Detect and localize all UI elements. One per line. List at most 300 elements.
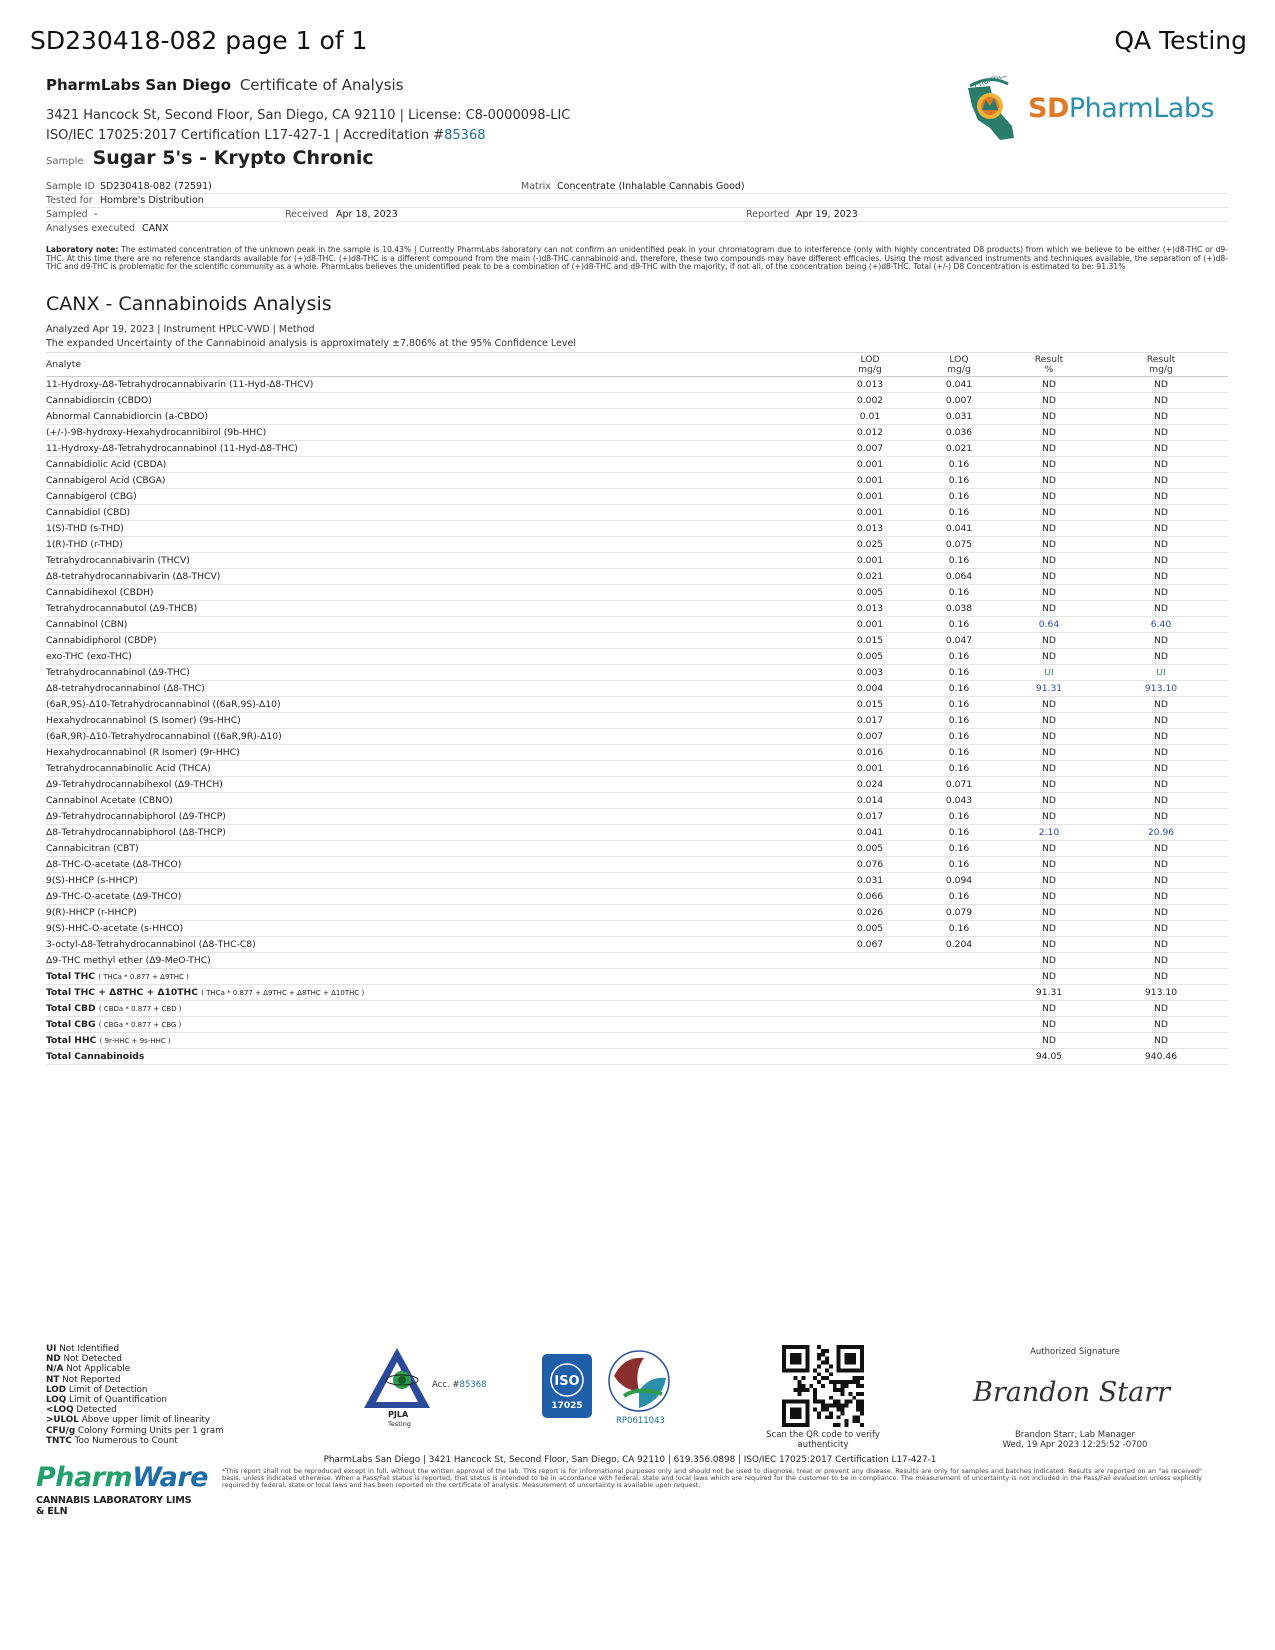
analyte-cell: 9(S)-HHC-O-acetate (s-HHCO) xyxy=(46,921,826,937)
table-row xyxy=(46,953,1228,969)
result-mg-cell: ND xyxy=(1094,889,1228,905)
document-type: Certificate of Analysis xyxy=(239,76,404,94)
tested-for: Hombre's Distribution xyxy=(100,195,204,206)
loq-cell: 0.16 xyxy=(914,745,1004,761)
lod-cell xyxy=(826,953,914,969)
loq-cell: 0.16 xyxy=(914,841,1004,857)
legend-abbr: LOQ xyxy=(46,1395,67,1406)
loq-cell xyxy=(914,969,1004,985)
meta-row-tested-for: Tested for Hombre's Distribution xyxy=(46,194,1228,208)
accreditation-link[interactable]: 85368 xyxy=(444,128,486,143)
result-pct-cell: ND xyxy=(1004,969,1094,985)
signature-title: Authorized Signature xyxy=(1030,1347,1120,1357)
result-pct-cell: ND xyxy=(1004,521,1094,537)
analyte-cell: Cannabicitran (CBT) xyxy=(46,841,826,857)
cannabinoids-table xyxy=(46,352,1228,1065)
legend-item xyxy=(46,1395,224,1405)
meta-row-analyses: Analyses executed CANX xyxy=(46,223,169,234)
analyte-cell: Δ8-tetrahydrocannabivarin (Δ8-THCV) xyxy=(46,569,826,585)
legend-abbr: N/A xyxy=(46,1364,64,1375)
result-pct-cell: ND xyxy=(1004,777,1094,793)
result-pct-cell: ND xyxy=(1004,569,1094,585)
loq-cell: 0.075 xyxy=(914,537,1004,553)
analyte-cell: Δ8-tetrahydrocannabinol (Δ8-THC) xyxy=(46,681,826,697)
total-label-cell xyxy=(46,1001,826,1017)
legend-item xyxy=(46,1344,224,1354)
table-row xyxy=(46,585,1228,601)
analyte-cell: 1(R)-THD (r-THD) xyxy=(46,537,826,553)
pharmware-logo: PharmWare CANNABIS LABORATORY LIMS & ELN xyxy=(36,1462,208,1517)
legend-abbr: UI xyxy=(46,1344,57,1354)
result-pct-cell: ND xyxy=(1004,937,1094,953)
analyses-executed: CANX xyxy=(142,223,169,234)
legend-text: Limit of Detection xyxy=(68,1384,148,1395)
legend-abbr: ND xyxy=(46,1354,61,1365)
table-row xyxy=(46,697,1228,713)
header-lod: LOD mg/g xyxy=(826,353,914,377)
result-pct-cell: ND xyxy=(1004,553,1094,569)
analyte-cell: exo-THC (exo-THC) xyxy=(46,649,826,665)
result-pct-cell: ND xyxy=(1004,473,1094,489)
result-mg-cell: 913.10 xyxy=(1094,681,1228,697)
table-row xyxy=(46,521,1228,537)
lab-certification: ISO/IEC 17025:2017 Certification L17-427-1 | Accreditation #85368 xyxy=(46,128,486,143)
lod-cell: 0.013 xyxy=(826,601,914,617)
table-row xyxy=(46,857,1228,873)
result-mg-cell: ND xyxy=(1094,761,1228,777)
lod-cell: 0.041 xyxy=(826,825,914,841)
result-mg-cell: ND xyxy=(1094,505,1228,521)
loq-cell: 0.16 xyxy=(914,761,1004,777)
result-mg-cell: 20.96 xyxy=(1094,825,1228,841)
table-row xyxy=(46,649,1228,665)
analyte-cell: Cannabidihexol (CBDH) xyxy=(46,585,826,601)
legend-text: Not Applicable xyxy=(66,1364,131,1375)
lod-cell: 0.007 xyxy=(826,441,914,457)
california-map-icon xyxy=(960,76,1030,148)
result-mg-cell: ND xyxy=(1094,777,1228,793)
analyte-cell: Δ9-Tetrahydrocannabihexol (Δ9-THCH) xyxy=(46,777,826,793)
table-row xyxy=(46,665,1228,681)
lod-cell: 0.012 xyxy=(826,425,914,441)
loq-cell: 0.16 xyxy=(914,617,1004,633)
table-header xyxy=(46,353,1228,377)
loq-cell: 0.16 xyxy=(914,809,1004,825)
lod-cell: 0.014 xyxy=(826,793,914,809)
sdpharmlabs-logo xyxy=(960,76,1230,148)
sample-matrix: Concentrate (Inhalable Cannabis Good) xyxy=(557,181,745,192)
legend-abbr: NT xyxy=(46,1374,60,1385)
lod-cell: 0.007 xyxy=(826,729,914,745)
logo-wordmark: SDPharmLabs xyxy=(1028,93,1215,124)
result-pct-cell: ND xyxy=(1004,585,1094,601)
result-mg-cell: ND xyxy=(1094,905,1228,921)
legend-text: Limit of Quantification xyxy=(69,1395,167,1406)
result-mg-cell: ND xyxy=(1094,921,1228,937)
result-pct-cell: ND xyxy=(1004,857,1094,873)
result-pct-cell: ND xyxy=(1004,697,1094,713)
lod-cell xyxy=(826,969,914,985)
loq-cell: 0.038 xyxy=(914,601,1004,617)
table-row xyxy=(46,505,1228,521)
result-mg-cell: ND xyxy=(1094,553,1228,569)
result-mg-cell: ND xyxy=(1094,489,1228,505)
qr-code-icon[interactable] xyxy=(782,1345,864,1427)
table-row xyxy=(46,825,1228,841)
loq-cell: 0.16 xyxy=(914,713,1004,729)
pjla-triangle-icon xyxy=(362,1346,432,1410)
result-mg-cell: 913.10 xyxy=(1094,985,1228,1001)
loq-cell: 0.16 xyxy=(914,729,1004,745)
lod-cell: 0.001 xyxy=(826,553,914,569)
result-pct-cell: ND xyxy=(1004,713,1094,729)
result-pct-cell: ND xyxy=(1004,441,1094,457)
pjla-label: PJLA Testing xyxy=(388,1410,411,1428)
legend-abbr: >ULOL xyxy=(46,1415,79,1426)
result-pct-cell: 91.31 xyxy=(1004,985,1094,1001)
pjla-badge xyxy=(362,1346,492,1426)
result-mg-cell: ND xyxy=(1094,1017,1228,1033)
loq-cell: 0.007 xyxy=(914,393,1004,409)
section-title: CANX - Cannabinoids Analysis xyxy=(46,293,332,315)
legend-item xyxy=(46,1415,224,1425)
sampled-value: - xyxy=(94,209,98,220)
result-mg-cell: ND xyxy=(1094,793,1228,809)
loq-cell: 0.16 xyxy=(914,473,1004,489)
pjla-accreditation: Acc. #85368 xyxy=(432,1380,487,1390)
result-mg-cell: ND xyxy=(1094,393,1228,409)
analyte-cell: Δ9-THC methyl ether (Δ9-MeO-THC) xyxy=(46,953,826,969)
lab-address: 3421 Hancock St, Second Floor, San Diego, CA 92110 | License: C8-0000098-LIC xyxy=(46,108,571,123)
analyte-cell: Cannabidiorcin (CBDO) xyxy=(46,393,826,409)
lod-cell xyxy=(826,1001,914,1017)
lod-cell: 0.026 xyxy=(826,905,914,921)
lab-info xyxy=(46,76,686,144)
legend-item xyxy=(46,1426,224,1436)
result-pct-cell: ND xyxy=(1004,953,1094,969)
lod-cell: 0.076 xyxy=(826,857,914,873)
total-label-cell xyxy=(46,1033,826,1049)
legend-text: Not Identified xyxy=(59,1344,120,1354)
result-mg-cell: ND xyxy=(1094,729,1228,745)
analyte-cell: 9(R)-HHCP (r-HHCP) xyxy=(46,905,826,921)
lod-cell: 0.066 xyxy=(826,889,914,905)
analyte-cell: Cannabinol Acetate (CBNO) xyxy=(46,793,826,809)
result-pct-cell: ND xyxy=(1004,489,1094,505)
loq-cell xyxy=(914,953,1004,969)
result-mg-cell: ND xyxy=(1094,713,1228,729)
analyte-cell: 11-Hydroxy-Δ8-Tetrahydrocannabinol (11-Hyd-Δ8-THC) xyxy=(46,441,826,457)
lod-cell: 0.015 xyxy=(826,697,914,713)
sample-tag: Sample xyxy=(46,156,84,167)
lod-cell: 0.001 xyxy=(826,761,914,777)
analyte-cell: 1(S)-THD (s-THD) xyxy=(46,521,826,537)
table-row xyxy=(46,761,1228,777)
legend-text: Above upper limit of linearity xyxy=(81,1415,211,1426)
lod-cell: 0.001 xyxy=(826,505,914,521)
lod-cell: 0.001 xyxy=(826,489,914,505)
sample-name: Sugar 5's - Krypto Chronic xyxy=(92,147,374,169)
iso-number: 17025 xyxy=(551,1401,583,1411)
table-row xyxy=(46,409,1228,425)
lod-cell: 0.025 xyxy=(826,537,914,553)
total-formula: ( THCa * 0.877 + Δ9THC ) xyxy=(98,973,189,981)
reported-date: Apr 19, 2023 xyxy=(796,209,858,220)
analyte-cell: Δ8-Tetrahydrocannabiphorol (Δ8-THCP) xyxy=(46,825,826,841)
lod-cell: 0.005 xyxy=(826,585,914,601)
result-pct-cell: ND xyxy=(1004,873,1094,889)
loq-cell xyxy=(914,1049,1004,1065)
result-mg-cell: ND xyxy=(1094,633,1228,649)
loq-cell: 0.16 xyxy=(914,889,1004,905)
analyzed-line: Analyzed Apr 19, 2023 | Instrument HPLC-VWD | Method xyxy=(46,324,315,335)
total-label: Total THC xyxy=(46,971,95,982)
analyte-cell: Δ9-THC-O-acetate (Δ9-THCO) xyxy=(46,889,826,905)
legend-item xyxy=(46,1354,224,1364)
legend-abbr: TNTC xyxy=(46,1435,72,1446)
loq-cell: 0.16 xyxy=(914,505,1004,521)
loq-cell: 0.16 xyxy=(914,649,1004,665)
analyte-cell: Δ8-THC-O-acetate (Δ8-THCO) xyxy=(46,857,826,873)
analyte-cell: Tetrahydrocannabinol (Δ9-THC) xyxy=(46,665,826,681)
iso-17025-badge-icon xyxy=(542,1354,592,1418)
loq-cell: 0.041 xyxy=(914,377,1004,393)
table-row xyxy=(46,873,1228,889)
lod-cell: 0.013 xyxy=(826,377,914,393)
loq-cell: 0.16 xyxy=(914,697,1004,713)
result-mg-cell: ND xyxy=(1094,745,1228,761)
total-label: Total CBD xyxy=(46,1003,96,1014)
table-row xyxy=(46,441,1228,457)
dea-code: RP0611043 xyxy=(616,1416,665,1426)
signatory-name: Brandon Starr, Lab Manager xyxy=(1014,1430,1136,1440)
loq-cell: 0.071 xyxy=(914,777,1004,793)
table-row xyxy=(46,745,1228,761)
analyte-cell: Cannabigerol (CBG) xyxy=(46,489,826,505)
analyte-cell: 9(S)-HHCP (s-HHCP) xyxy=(46,873,826,889)
lod-cell xyxy=(826,1017,914,1033)
lab-name: PharmLabs San Diego xyxy=(46,76,232,94)
svg-text:Brandon Starr: Brandon Starr xyxy=(973,1377,1171,1408)
total-label-cell xyxy=(46,1017,826,1033)
iso-text: ISO xyxy=(554,1374,580,1389)
result-mg-cell: ND xyxy=(1094,841,1228,857)
result-pct-cell: UI xyxy=(1004,665,1094,681)
result-pct-cell: ND xyxy=(1004,601,1094,617)
total-row xyxy=(46,1001,1228,1017)
result-mg-cell: ND xyxy=(1094,473,1228,489)
lod-cell xyxy=(826,1049,914,1065)
result-pct-cell: ND xyxy=(1004,809,1094,825)
loq-cell: 0.16 xyxy=(914,681,1004,697)
analyte-cell: (+/-)-9B-hydroxy-Hexahydrocannibirol (9b-HHC) xyxy=(46,425,826,441)
loq-cell: 0.16 xyxy=(914,585,1004,601)
result-pct-cell: ND xyxy=(1004,1017,1094,1033)
result-pct-cell: ND xyxy=(1004,905,1094,921)
result-pct-cell: ND xyxy=(1004,761,1094,777)
loq-cell: 0.16 xyxy=(914,553,1004,569)
legend-abbr: <LOQ xyxy=(46,1405,74,1416)
lod-cell: 0.001 xyxy=(826,617,914,633)
result-mg-cell: ND xyxy=(1094,425,1228,441)
table-row xyxy=(46,633,1228,649)
total-label-cell xyxy=(46,969,826,985)
lod-cell: 0.031 xyxy=(826,873,914,889)
result-pct-cell: ND xyxy=(1004,377,1094,393)
table-row xyxy=(46,473,1228,489)
lod-cell: 0.013 xyxy=(826,521,914,537)
legend-item xyxy=(46,1436,224,1446)
result-pct-cell: ND xyxy=(1004,1001,1094,1017)
loq-cell: 0.041 xyxy=(914,521,1004,537)
laboratory-note: Laboratory note: The estimated concentration of the unknown peak in the sample is 10.43% | Currently PharmLabs laboratory can not confirm an unidentified peak in your chromatogram due to interference (only with highly concentrated D8 products) from which we believe to be either (+)d8-THC or d9-THC. At this time there are no reference standards available for (+)d8-THC. (+)d8-THC is a different compound from the main (-)d8-THC cannabinoid and, therefore, these two compounds may have different efficacies. Using the most advanced instruments and techniques available, the separation of (+)d8-THC and d9-THC is problematic for the scientific community as a whole. PharmLabs believes the unidentified peak to be a combination of (+)d8-THC and d9-THC with the majority, if not all, of the concentration being (+)d8-THC. Total (+/-) D8 Concentration is estimated to be: 91.31% xyxy=(46,245,1228,272)
signature-date: Wed, 19 Apr 2023 12:25:52 -0700 xyxy=(1002,1440,1148,1450)
analyte-cell: Tetrahydrocannabinolic Acid (THCA) xyxy=(46,761,826,777)
table-row xyxy=(46,393,1228,409)
legend-abbr: CFU/g xyxy=(46,1425,76,1436)
analyte-cell: Cannabidiphorol (CBDP) xyxy=(46,633,826,649)
lod-cell: 0.016 xyxy=(826,745,914,761)
lod-cell: 0.001 xyxy=(826,457,914,473)
result-pct-cell: ND xyxy=(1004,393,1094,409)
result-mg-cell: 6.40 xyxy=(1094,617,1228,633)
result-mg-cell: ND xyxy=(1094,521,1228,537)
analyte-cell: Cannabigerol Acid (CBGA) xyxy=(46,473,826,489)
loq-cell: 0.16 xyxy=(914,457,1004,473)
result-pct-cell: 94.05 xyxy=(1004,1049,1094,1065)
analyte-cell: 3-octyl-Δ8-Tetrahydrocannabinol (Δ8-THC-C8) xyxy=(46,937,826,953)
result-mg-cell: ND xyxy=(1094,937,1228,953)
table-row xyxy=(46,809,1228,825)
table-row xyxy=(46,713,1228,729)
table-row xyxy=(46,601,1228,617)
total-row xyxy=(46,969,1228,985)
result-pct-cell: ND xyxy=(1004,745,1094,761)
loq-cell: 0.094 xyxy=(914,873,1004,889)
legend-text: Not Reported xyxy=(62,1374,121,1385)
result-mg-cell: ND xyxy=(1094,537,1228,553)
lod-cell: 0.021 xyxy=(826,569,914,585)
table-row xyxy=(46,457,1228,473)
top-bar xyxy=(30,26,1247,62)
loq-cell xyxy=(914,1001,1004,1017)
analyte-cell: 11-Hydroxy-Δ8-Tetrahydrocannabivarin (11-Hyd-Δ8-THCV) xyxy=(46,377,826,393)
analyte-cell: Cannabidiol (CBD) xyxy=(46,505,826,521)
result-mg-cell: ND xyxy=(1094,649,1228,665)
loq-cell: 0.043 xyxy=(914,793,1004,809)
result-pct-cell: ND xyxy=(1004,921,1094,937)
legend-item xyxy=(46,1375,224,1385)
legend-text: Too Numerous to Count xyxy=(74,1435,178,1446)
result-mg-cell: ND xyxy=(1094,953,1228,969)
result-mg-cell: ND xyxy=(1094,809,1228,825)
legend-text: Colony Forming Units per 1 gram xyxy=(77,1425,224,1436)
legend-item xyxy=(46,1405,224,1415)
result-pct-cell: ND xyxy=(1004,505,1094,521)
lod-cell: 0.003 xyxy=(826,665,914,681)
loq-cell xyxy=(914,1033,1004,1049)
analyte-cell: Cannabinol (CBN) xyxy=(46,617,826,633)
footer-disclaimer: *This report shall not be reproduced except in full, without the written approval of the lab. This report is for informational purposes only and should not be used to diagnose, treat or prevent any disease. Results are only for samples and batches indicated. Results are reported on an "as received" basis, unless indicated otherwise. When a Pass/Fail status is reported, that status is intended to be in accordance with federal, state and local laws which are required for the customer to be in compliance. The measurement of uncertainty is not included in the Pass/Fail evaluation unless explicitly required by federal, state or local laws and has been reported on the certificate of analysis. Measurement of uncertainty is available upon request. xyxy=(222,1467,1202,1489)
loq-cell: 0.031 xyxy=(914,409,1004,425)
footer-address: PharmLabs San Diego | 3421 Hancock St, Second Floor, San Diego, CA 92110 | 619.356.0898 | ISO/IEC 17025:2017 Certification L17-427-1 xyxy=(323,1455,937,1465)
loq-cell: 0.16 xyxy=(914,825,1004,841)
loq-cell: 0.204 xyxy=(914,937,1004,953)
meta-row-id: Sample ID SD230418-082 (72591) Matrix Concentrate (Inhalable Cannabis Good) xyxy=(46,180,1228,194)
analyte-cell: Cannabidiolic Acid (CBDA) xyxy=(46,457,826,473)
result-pct-cell: 91.31 xyxy=(1004,681,1094,697)
table-row xyxy=(46,553,1228,569)
result-mg-cell: ND xyxy=(1094,969,1228,985)
legend-item xyxy=(46,1364,224,1374)
total-row xyxy=(46,1017,1228,1033)
legend-text: Not Detected xyxy=(63,1354,123,1365)
table-row xyxy=(46,793,1228,809)
abbreviation-legend xyxy=(46,1344,224,1446)
total-row xyxy=(46,985,1228,1001)
result-pct-cell: ND xyxy=(1004,633,1094,649)
table-row xyxy=(46,537,1228,553)
lod-cell: 0.017 xyxy=(826,713,914,729)
analyte-cell: Tetrahydrocannabivarin (THCV) xyxy=(46,553,826,569)
table-row xyxy=(46,489,1228,505)
table-row xyxy=(46,841,1228,857)
result-mg-cell: ND xyxy=(1094,601,1228,617)
loq-cell xyxy=(914,985,1004,1001)
table-row xyxy=(46,905,1228,921)
header-result-pct: Result % xyxy=(1004,353,1094,377)
header-loq: LOQ mg/g xyxy=(914,353,1004,377)
loq-cell: 0.021 xyxy=(914,441,1004,457)
total-formula: ( 9r-HHC + 9s-HHC ) xyxy=(99,1037,171,1045)
lod-cell: 0.067 xyxy=(826,937,914,953)
result-mg-cell: ND xyxy=(1094,1001,1228,1017)
table-row xyxy=(46,889,1228,905)
legend-item xyxy=(46,1385,224,1395)
lod-cell: 0.004 xyxy=(826,681,914,697)
qr-caption: Scan the QR code to verify authenticity xyxy=(766,1430,880,1450)
meta-row-dates: Sampled - Received Apr 18, 2023 Reported Apr 19, 2023 xyxy=(46,208,1228,222)
result-mg-cell: ND xyxy=(1094,377,1228,393)
result-pct-cell: 2.10 xyxy=(1004,825,1094,841)
result-mg-cell: ND xyxy=(1094,873,1228,889)
table-row xyxy=(46,681,1228,697)
analyte-cell: Δ9-Tetrahydrocannabiphorol (Δ9-THCP) xyxy=(46,809,826,825)
total-label-cell xyxy=(46,1049,826,1065)
analyte-cell: Tetrahydrocannabutol (Δ9-THCB) xyxy=(46,601,826,617)
loq-cell: 0.16 xyxy=(914,857,1004,873)
total-label: Total Cannabinoids xyxy=(46,1051,145,1062)
result-pct-cell: ND xyxy=(1004,841,1094,857)
lod-cell: 0.001 xyxy=(826,473,914,489)
lod-cell: 0.017 xyxy=(826,809,914,825)
sample-heading xyxy=(46,147,374,173)
qa-label: QA Testing xyxy=(1114,26,1247,55)
received-date: Apr 18, 2023 xyxy=(336,209,398,220)
total-label: Total HHC xyxy=(46,1035,97,1046)
result-mg-cell: ND xyxy=(1094,569,1228,585)
sample-meta xyxy=(46,180,1228,236)
table-row xyxy=(46,729,1228,745)
result-pct-cell: ND xyxy=(1004,425,1094,441)
page-id: SD230418-082 page 1 of 1 xyxy=(30,26,368,55)
table-row xyxy=(46,377,1228,393)
total-formula: ( THCa * 0.877 + Δ9THC + Δ8THC + Δ10THC ) xyxy=(201,989,365,997)
lod-cell: 0.01 xyxy=(826,409,914,425)
legend-abbr: LOD xyxy=(46,1384,67,1395)
analyte-cell: (6aR,9R)-Δ10-Tetrahydrocannabinol ((6aR,9R)-Δ10) xyxy=(46,729,826,745)
total-label: Total CBG xyxy=(46,1019,96,1030)
